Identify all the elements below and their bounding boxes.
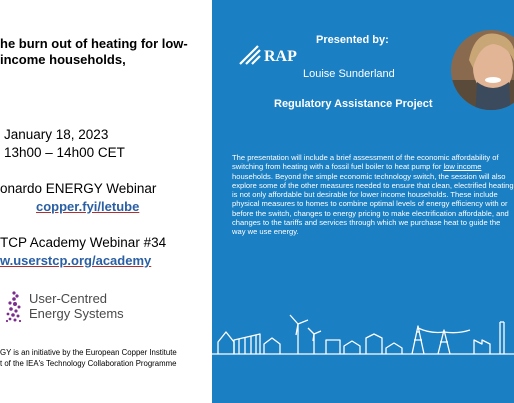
webinar-userstcp-label: TCP Academy Webinar #34 xyxy=(0,235,167,250)
uces-name-line1: User-Centred xyxy=(29,291,108,306)
rap-logo-icon xyxy=(239,45,261,65)
talk-title-line1: he burn out of heating for low- xyxy=(0,36,188,51)
low-income-link[interactable]: low income xyxy=(443,162,482,172)
rap-logo-text: RAP xyxy=(264,48,297,65)
presenter-photo xyxy=(449,20,514,120)
talk-title-line2: income households, xyxy=(0,52,126,67)
presentation-description: The presentation will include a brief assessment of the economic affordability of switching from heating with a fossil fuel boiler to heat pump for low income households. Beyond the simple economic technology switch, the session will also explore some of the other measures needed to ensure that clean, electrified heating is not only affordable but desirable for lower income households. These include physical measures to homes to combine optimal levels of energy efficiency with or before the switch, changes to energy pricing to make electrification affordable, and changes to the tariffs and services through which we purchase heat to guide the way we use energy. xyxy=(232,153,514,237)
event-info-panel xyxy=(0,0,212,403)
presented-by-label: Presented by: xyxy=(316,34,389,46)
link-copper-fyi[interactable]: copper.fyi/letube xyxy=(36,199,140,214)
event-time: 13h00 – 14h00 CET xyxy=(4,145,125,160)
presenter-organization: Regulatory Assistance Project xyxy=(274,98,433,110)
uces-logo-icon xyxy=(5,290,23,324)
uces-name-line2: Energy Systems xyxy=(29,306,124,321)
link-userstcp-academy[interactable]: w.userstcp.org/academy xyxy=(0,253,152,268)
webinar-leonardo-label: onardo ENERGY Webinar xyxy=(0,181,157,196)
presenter-name: Louise Sunderland xyxy=(303,68,395,80)
presenter-panel xyxy=(212,0,514,403)
footer-line2: t of the IEA's Technology Collaboration Programme xyxy=(0,359,177,368)
event-date: January 18, 2023 xyxy=(4,127,109,142)
footer-line1: GY is an initiative by the European Copper Institute xyxy=(0,348,177,357)
energy-skyline-illustration xyxy=(212,310,514,370)
